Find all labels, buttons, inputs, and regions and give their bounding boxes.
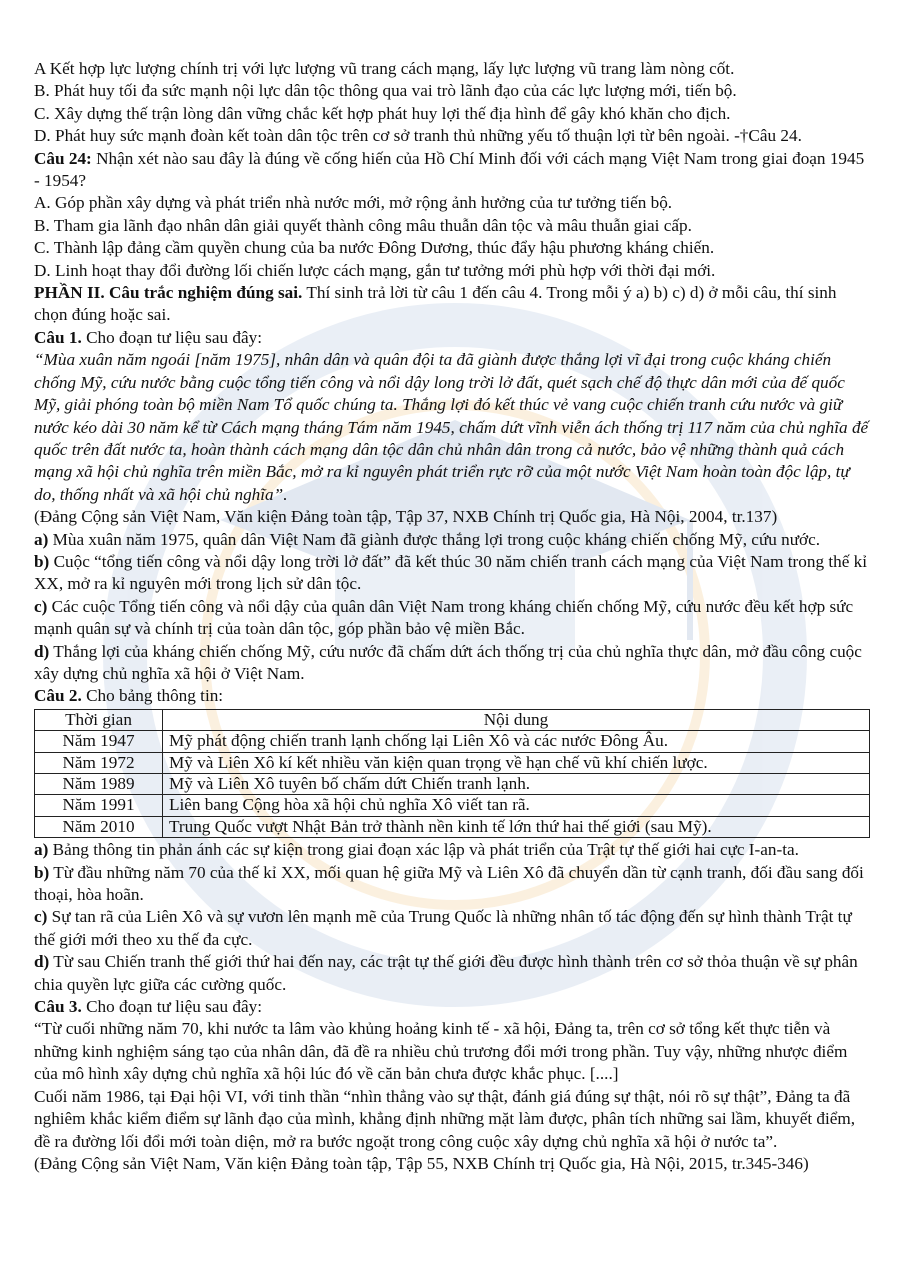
table-row — [35, 795, 870, 816]
c2-item-c-text: Sự tan rã của Liên Xô và sự vươn lên mạnh mẽ của Trung Quốc là những nhân tố tác động đến sự hình thành Trật tự thế giới mới theo xu thế đa cực. — [34, 907, 852, 949]
table-row — [35, 752, 870, 773]
info-table — [34, 709, 870, 838]
c1-label: Câu 1. — [34, 327, 82, 347]
q24-option-a: A. Góp phần xây dựng và phát triển nhà nước mới, mở rộng ảnh hưởng của tư tưởng tiến bộ. — [34, 193, 673, 213]
table-cell-time: Năm 1989 — [35, 774, 163, 795]
c1-intro: Cho đoạn tư liệu sau đây: — [81, 327, 262, 347]
q23-option-d: D. Phát huy sức mạnh đoàn kết toàn dân tộc trên cơ sở tranh thủ những yếu tố thuận lợi từ bên ngoài. -†Câu 24. — [34, 126, 802, 146]
table-cell-time: Năm 1972 — [35, 752, 163, 773]
c3-label: Câu 3. — [34, 997, 82, 1017]
table-header-row — [35, 709, 870, 730]
table-cell-content: Liên bang Cộng hòa xã hội chủ nghĩa Xô viết tan rã. — [163, 795, 870, 816]
c1-item-a-key: a) — [34, 529, 49, 549]
c1-item-d-key: d) — [34, 641, 50, 661]
c1-item-b — [34, 551, 869, 596]
q24-option-c: C. Thành lập đảng cầm quyền chung của ba nước Đông Dương, thúc đẩy hậu phương kháng chiến. — [34, 238, 715, 258]
c1-item-b-text: Cuộc “tổng tiến công và nổi dậy long trời lở đất” đã kết thúc 30 năm chiến tranh cách mạng của Việt Nam trong thế kỉ XX, mở ra kỉ nguyên mới trong lịch sử dân tộc. — [34, 551, 868, 594]
table-cell-content: Mỹ và Liên Xô tuyên bố chấm dứt Chiến tranh lạnh. — [163, 774, 870, 795]
c1-quote: “Mùa xuân năm ngoái [năm 1975], nhân dân và quân đội ta đã giành được thắng lợi vĩ đại trong cuộc kháng chiến chống Mỹ, cứu nước bằng cuộc tổng tiến công và nổi dậy long trời lở đất, quét sạch chế độ thực dân mới của đế quốc Mỹ, giải phóng toàn bộ miền Nam Tổ quốc chúng ta. Thắng lợi đó kết thúc vẻ vang cuộc chiến tranh cứu nước và giữ nước kéo dài 30 năm kể từ Cách mạng tháng Tám năm 1945, chấm dứt vĩnh viễn ách thống trị 117 năm của chủ nghĩa đế quốc trên đất nước ta, hoàn thành cách mạng dân tộc dân chủ nhân dân trong cả nước, bảo vệ những thành quả cách mạng xã hội chủ nghĩa trên miền Bắc, mở ra kỉ nguyên phát triển rực rỡ của một nước Việt Nam hoàn toàn độc lập, tự do, thống nhất và xã hội chủ nghĩa”. — [34, 350, 869, 504]
c1-item-c-key: c) — [34, 596, 48, 616]
q23-option-c: C. Xây dựng thế trận lòng dân vững chắc kết hợp phát huy lợi thế địa hình để gây khó khăn cho địch. — [34, 103, 731, 123]
table-cell-content: Mỹ phát động chiến tranh lạnh chống lại Liên Xô và các nước Đông Âu. — [163, 731, 870, 752]
table-cell-content: Trung Quốc vượt Nhật Bản trở thành nền kinh tế lớn thứ hai thế giới (sau Mỹ). — [163, 816, 870, 837]
c2-item-b-key: b) — [34, 862, 50, 882]
c2-item-d-key: d) — [34, 952, 50, 972]
q23-option-b: B. Phát huy tối đa sức mạnh nội lực dân tộc thông qua vai trò lãnh đạo của các lực lượng mới, tiến bộ. — [34, 81, 737, 101]
q23-option-a: A Kết hợp lực lượng chính trị với lực lượng vũ trang cách mạng, lấy lực lượng vũ trang làm nòng cốt. — [34, 59, 735, 78]
c2-item-a — [34, 839, 869, 861]
c2-label: Câu 2. — [34, 686, 82, 706]
c1-item-b-key: b) — [34, 551, 50, 571]
table-cell-time: Năm 1991 — [35, 795, 163, 816]
q24-option-d: D. Linh hoạt thay đổi đường lối chiến lược cách mạng, gắn tư tưởng mới phù hợp với thời đại mới. — [34, 260, 716, 280]
c1-item-d — [34, 641, 869, 686]
q24-option-b: B. Tham gia lãnh đạo nhân dân giải quyết thành công mâu thuẫn dân tộc và mâu thuẫn giai cấp. — [34, 215, 692, 235]
table-header-content: Nội dung — [163, 709, 870, 730]
table-cell-time: Năm 1947 — [35, 731, 163, 752]
c3-intro: Cho đoạn tư liệu sau đây: — [81, 997, 262, 1017]
c1-item-c-text: Các cuộc Tổng tiến công và nổi dậy của quân dân Việt Nam trong kháng chiến chống Mỹ, cứu nước đều kết hợp sức mạnh quân sự và chính trị của toàn dân tộc, góp phần bảo vệ miền Bắc. — [34, 596, 854, 639]
c2-intro: Cho bảng thông tin: — [81, 686, 224, 706]
c3-quote-para1: “Từ cuối những năm 70, khi nước ta lâm vào khủng hoảng kinh tế - xã hội, Đảng ta, trên cơ sở tổng kết thực tiễn và những kinh nghiệm sáng tạo của nhân dân, đã đề ra nhiều chủ trương đổi mới trong phần. Tuy vậy, những nhược điểm của mô hình xây dựng chủ nghĩa xã hội lúc đó về căn bản chưa được khắc phục. [....] — [34, 1019, 848, 1084]
table-row — [35, 816, 870, 837]
c2-item-a-key: a) — [34, 840, 49, 860]
q24-label: Câu 24: — [34, 148, 92, 168]
part2-instruction: Thí sinh trả lời từ câu 1 đến câu 4. Trong mỗi ý a) b) c) d) ở mỗi câu, thí sinh chọn đúng hoặc sai. — [34, 283, 837, 325]
part2-heading — [34, 282, 869, 327]
table-row — [35, 774, 870, 795]
c1-item-a-text: Mùa xuân năm 1975, quân dân Việt Nam đã giành được thắng lợi trong cuộc kháng chiến chống Mỹ, cứu nước. — [48, 529, 821, 549]
q24-text: Nhận xét nào sau đây là đúng về cống hiến của Hồ Chí Minh đối với cách mạng Việt Nam trong giai đoạn 1945 - 1954? — [34, 148, 865, 191]
table-header-time: Thời gian — [35, 709, 163, 730]
c2-item-d-text: Từ sau Chiến tranh thế giới thứ hai đến nay, các trật tự thế giới đều được hình thành trên cơ sở thỏa thuận về sự phân chia quyền lực giữa các cường quốc. — [34, 952, 858, 994]
part2-title: PHẦN II. Câu trắc nghiệm đúng sai. — [34, 283, 303, 303]
c3-quote-para2: Cuối năm 1986, tại Đại hội VI, với tinh thần “nhìn thẳng vào sự thật, đánh giá đúng sự thật, nói rõ sự thật”, Đảng ta đã nghiêm khắc kiểm điểm sự lãnh đạo của mình, khẳng định những mặt làm được, phân tích những sai lầm, khuyết điểm, đề ra đường lối đổi mới toàn diện, mở ra bước ngoặt trong công cuộc xây dựng chủ nghĩa xã hội ở nước ta”. — [34, 1086, 856, 1151]
c1-item-d-text: Thắng lợi của kháng chiến chống Mỹ, cứu nước đã chấm dứt ách thống trị của chủ nghĩa thực dân, mở đầu công cuộc xây dựng chủ nghĩa xã hội ở Việt Nam. — [34, 641, 862, 683]
table-cell-content: Mỹ và Liên Xô kí kết nhiều văn kiện quan trọng về hạn chế vũ khí chiến lược. — [163, 752, 870, 773]
c2-heading — [34, 685, 869, 707]
c3-source: (Đảng Cộng sản Việt Nam, Văn kiện Đảng toàn tập, Tập 55, NXB Chính trị Quốc gia, Hà Nội, 2015, tr.345-346) — [34, 1153, 809, 1173]
table-cell-time: Năm 2010 — [35, 816, 163, 837]
c3-heading — [34, 996, 869, 1018]
c1-item-c — [34, 596, 869, 641]
table-row — [35, 731, 870, 752]
c2-item-c — [34, 906, 869, 951]
c1-source: (Đảng Cộng sản Việt Nam, Văn kiện Đảng toàn tập, Tập 37, NXB Chính trị Quốc gia, Hà Nội, 2004, tr.137) — [34, 507, 778, 527]
document-page — [34, 58, 869, 1175]
q24-question — [34, 148, 869, 193]
c1-heading — [34, 327, 869, 349]
c2-item-b — [34, 862, 869, 907]
c1-item-a — [34, 529, 869, 551]
c2-item-b-text: Từ đầu những năm 70 của thế kỉ XX, mối quan hệ giữa Mỹ và Liên Xô đã chuyển dần từ cạnh tranh, đối đầu sang đối thoại, hòa hoãn. — [34, 862, 864, 905]
c2-item-d — [34, 951, 869, 996]
c2-item-c-key: c) — [34, 907, 48, 927]
c2-item-a-text: Bảng thông tin phản ánh các sự kiện trong giai đoạn xác lập và phát triển của Trật tự thế giới hai cực I-an-ta. — [48, 840, 799, 860]
